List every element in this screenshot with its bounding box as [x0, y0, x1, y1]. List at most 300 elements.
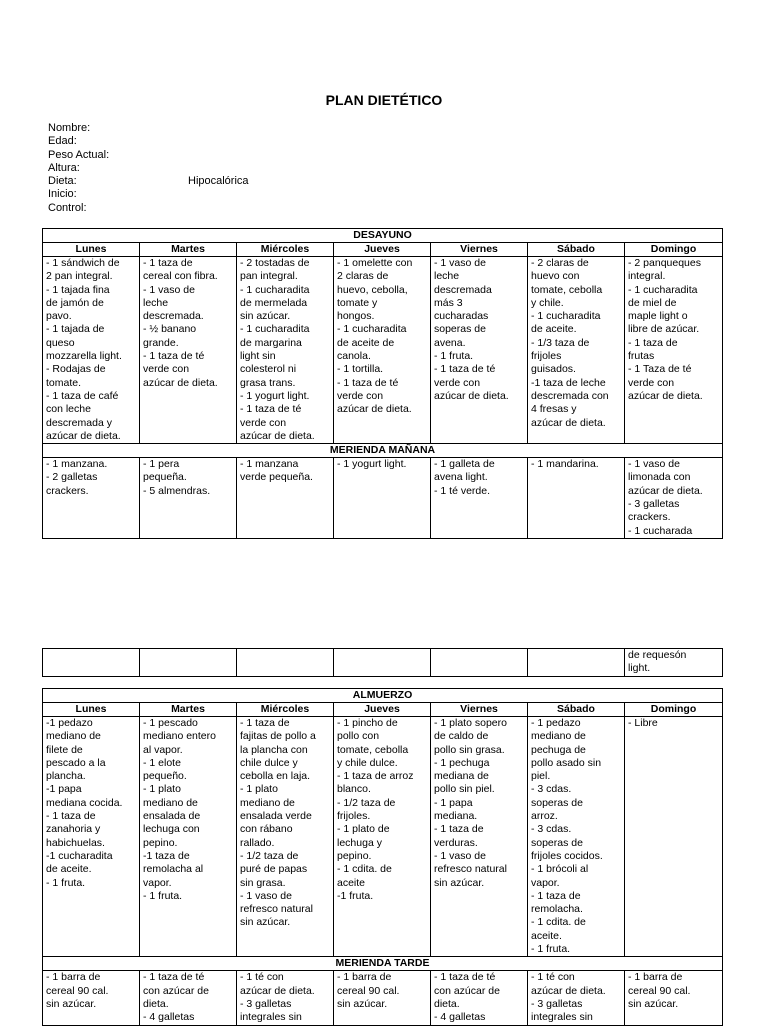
meal-line: filete de — [46, 743, 83, 756]
meal-cell-miercoles — [237, 257, 334, 444]
meal-line: colesterol ni — [240, 363, 297, 376]
meal-line: - 2 claras de — [531, 257, 589, 269]
meal-line: soperas de — [434, 323, 486, 336]
meal-cell-miercoles — [237, 458, 334, 539]
meal-line: la plancha con — [240, 743, 308, 756]
day-header-sabado: Sábado — [528, 703, 625, 717]
meal-line: - 1 taza de té — [240, 403, 302, 416]
meal-line: - 1 taza de — [143, 257, 193, 269]
meal-line: azúcar de dieta. — [337, 403, 412, 416]
meal-line: - 1 barra de — [337, 971, 392, 984]
day-header-sabado: Sábado — [528, 243, 625, 257]
meal-line: de caldo de — [434, 730, 489, 743]
section-title-merienda-tarde: MERIENDA TARDE — [43, 957, 723, 971]
meal-cell-lunes — [43, 458, 140, 539]
meal-line: - 1 tajada de — [46, 323, 105, 336]
meal-line: -1 pedazo — [46, 717, 93, 729]
meal-line: grande. — [143, 336, 179, 349]
meal-line: - 1 Taza de té — [628, 363, 692, 376]
meal-line: azúcar de dieta. — [240, 984, 315, 997]
meal-line: verde con — [434, 376, 481, 389]
meal-line: - 1 plato de — [337, 823, 390, 836]
meal-cell-jueves — [334, 458, 431, 539]
meal-line: sin azúcar. — [46, 997, 97, 1010]
meal-line: - 3 cdas. — [531, 823, 572, 836]
meal-cell-lunes — [43, 649, 140, 677]
meal-cell-sabado — [528, 458, 625, 539]
meal-line: huevo, cebolla, — [337, 283, 408, 296]
meal-line: - 1 taza de arroz — [337, 770, 414, 783]
meal-cell-sabado — [528, 717, 625, 957]
field-dieta — [48, 175, 249, 188]
meal-cell-domingo — [625, 257, 723, 444]
meal-line: - 1 taza de — [46, 810, 96, 823]
field-nombre — [48, 122, 109, 135]
meal-line: plancha. — [46, 770, 86, 783]
meal-line: - 1 plato — [143, 783, 181, 796]
meal-line: - 1 cdita. de — [337, 863, 392, 876]
meal-line: - 1 vaso de — [434, 849, 486, 862]
meal-line: - 1 té con — [531, 971, 575, 984]
meal-line: más 3 — [434, 296, 463, 309]
meal-cell-viernes — [431, 257, 528, 444]
meal-line: mediano entero — [143, 730, 216, 743]
meal-line: - 3 cdas. — [531, 783, 572, 796]
meal-cell-miercoles — [237, 649, 334, 677]
meal-plan-table-page1 — [42, 228, 723, 539]
field-label: Inicio: — [48, 188, 77, 201]
meal-line: mozzarella light. — [46, 350, 122, 363]
meal-line: azúcar de dieta. — [628, 484, 703, 497]
meal-line: pollo con — [337, 730, 380, 743]
meal-line: de mermelada — [240, 296, 308, 309]
meal-line: - 1 taza de — [240, 717, 290, 729]
meal-line: sin azúcar. — [240, 916, 291, 929]
meal-row — [43, 717, 723, 957]
meal-line: cereal 90 cal. — [337, 984, 400, 997]
section-title-almuerzo: ALMUERZO — [43, 689, 723, 703]
meal-cell-jueves — [334, 717, 431, 957]
meal-line: azúcar de dieta. — [531, 416, 606, 429]
meal-cell-jueves — [334, 649, 431, 677]
meal-line: limonada con — [628, 471, 691, 484]
meal-line: soperas de — [531, 796, 583, 809]
meal-line: -1 taza de — [143, 849, 190, 862]
meal-line: - 1 cucharadita — [531, 310, 601, 323]
meal-row — [43, 649, 723, 677]
field-value: Hipocalórica — [188, 175, 249, 188]
meal-line: 4 fresas y — [531, 403, 577, 416]
meal-line: blanco. — [337, 783, 371, 796]
meal-line: al vapor. — [143, 743, 183, 756]
meal-line: aceite. — [531, 929, 562, 942]
meal-line: arroz. — [531, 810, 558, 823]
meal-cell-martes — [140, 257, 237, 444]
meal-line: light. — [628, 662, 651, 675]
meal-line: con azúcar de — [434, 984, 500, 997]
meal-line: - Libre — [628, 717, 658, 729]
meal-cell-lunes — [43, 257, 140, 444]
meal-line: pollo sin grasa. — [434, 743, 505, 756]
field-label: Dieta: — [48, 175, 77, 188]
meal-line: frijoles. — [337, 810, 371, 823]
meal-line: sin azúcar. — [337, 997, 388, 1010]
day-header-lunes: Lunes — [43, 243, 140, 257]
field-inicio — [48, 188, 109, 201]
meal-line: vapor. — [531, 876, 560, 889]
meal-line: pan integral. — [240, 270, 298, 283]
meal-line: sin grasa. — [240, 876, 286, 889]
meal-line: - 1 vaso de — [628, 458, 680, 471]
meal-line: - 1 vaso de — [434, 257, 486, 269]
meal-row — [43, 257, 723, 444]
meal-line: azúcar de dieta. — [46, 429, 121, 442]
meal-line: light sin — [240, 350, 276, 363]
meal-line: -1 fruta. — [337, 889, 374, 902]
meal-line: - 1 brócoli al — [531, 863, 589, 876]
day-header-row — [43, 243, 723, 257]
meal-cell-viernes — [431, 649, 528, 677]
meal-cell-domingo — [625, 458, 723, 539]
meal-line: - 3 galletas — [240, 997, 292, 1010]
meal-cell-miercoles — [237, 717, 334, 957]
meal-line: sin azúcar. — [434, 876, 485, 889]
meal-line: - 3 galletas — [628, 498, 680, 511]
meal-line: pollo sin piel. — [434, 783, 495, 796]
day-header-jueves: Jueves — [334, 243, 431, 257]
meal-line: sin azúcar. — [628, 997, 679, 1010]
meal-line: - 1 cdita. de — [531, 916, 586, 929]
meal-line: - 1 cucharadita — [337, 323, 407, 336]
meal-cell-viernes — [431, 717, 528, 957]
meal-line: mediana. — [434, 810, 478, 823]
day-header-lunes: Lunes — [43, 703, 140, 717]
meal-line: - 1 taza de té — [434, 363, 496, 376]
meal-line: - 1 taza de café — [46, 389, 119, 402]
field-label: Nombre: — [48, 122, 91, 134]
meal-cell-domingo — [625, 649, 723, 677]
meal-line: - 1 pera — [143, 458, 180, 471]
meal-line: - 1 cucharadita — [628, 283, 698, 296]
meal-line: leche — [434, 270, 460, 283]
meal-line: maple light o — [628, 310, 688, 323]
meal-line: frijoles cocidos. — [531, 849, 603, 862]
meal-line: con azúcar de — [143, 984, 209, 997]
day-header-miercoles: Miércoles — [237, 243, 334, 257]
meal-line: azúcar de dieta. — [434, 389, 509, 402]
section-header-row — [43, 957, 723, 971]
meal-line: tomate, cebolla — [531, 283, 603, 296]
meal-cell-jueves — [334, 971, 431, 1025]
day-header-row — [43, 703, 723, 717]
meal-line: dieta. — [434, 997, 460, 1010]
meal-line: - 1 fruta. — [531, 943, 571, 956]
meal-line: - 4 galletas — [143, 1011, 195, 1024]
meal-line: cereal 90 cal. — [46, 984, 109, 997]
meal-line: de aceite de — [337, 336, 395, 349]
field-label: Edad: — [48, 135, 77, 148]
meal-line: puré de papas — [240, 863, 308, 876]
meal-line: de miel de — [628, 296, 677, 309]
meal-line: mediano de — [143, 796, 198, 809]
field-label: Peso Actual: — [48, 148, 110, 161]
page-title: PLAN DIETÉTICO — [325, 92, 443, 108]
meal-line: pepino. — [337, 849, 372, 862]
meal-line: mediana de — [434, 770, 489, 783]
meal-line: - 1 taza de — [434, 823, 484, 836]
day-header-miercoles: Miércoles — [237, 703, 334, 717]
section-header-row — [43, 229, 723, 243]
meal-line: cucharadas — [434, 310, 489, 323]
meal-line: - ½ banano — [143, 323, 197, 336]
meal-line: -1 papa — [46, 783, 82, 796]
meal-cell-martes — [140, 717, 237, 957]
meal-cell-sabado — [528, 649, 625, 677]
meal-cell-miercoles — [237, 971, 334, 1025]
meal-line: ensalada verde — [240, 810, 312, 823]
meal-line: 2 claras de — [337, 270, 389, 283]
meal-cell-sabado — [528, 257, 625, 444]
meal-line: - 1 té verde. — [434, 484, 491, 497]
meal-line: - 1 cucharadita — [240, 323, 310, 336]
day-header-domingo: Domingo — [625, 703, 723, 717]
meal-line: 2 pan integral. — [46, 270, 113, 283]
field-edad — [48, 135, 109, 148]
day-header-viernes: Viernes — [431, 243, 528, 257]
meal-line: cereal con fibra. — [143, 270, 218, 283]
meal-line: con rábano — [240, 823, 293, 836]
meal-line: - 1 sándwich de — [46, 257, 120, 269]
meal-line: cereal 90 cal. — [628, 984, 691, 997]
meal-line: - 1 galleta de — [434, 458, 495, 471]
day-header-viernes: Viernes — [431, 703, 528, 717]
patient-info — [48, 122, 249, 215]
meal-line: - 1 pescado — [143, 717, 198, 729]
section-title-desayuno: DESAYUNO — [43, 229, 723, 243]
meal-line: - 2 galletas — [46, 471, 98, 484]
meal-line: - 5 almendras. — [143, 484, 211, 497]
meal-row — [43, 458, 723, 539]
meal-line: - 1 taza de té — [434, 971, 496, 984]
meal-line: - 1 vaso de — [240, 889, 292, 902]
section-header-row — [43, 444, 723, 458]
meal-cell-sabado — [528, 971, 625, 1025]
meal-line: mediano de — [240, 796, 295, 809]
meal-line: - 1 fruta. — [434, 350, 474, 363]
meal-line: frijoles — [531, 350, 562, 363]
meal-line: lechuga con — [143, 823, 200, 836]
meal-line: queso — [46, 336, 75, 349]
meal-line: - 1/3 taza de — [531, 336, 590, 349]
meal-line: - 1 yogurt light. — [240, 389, 310, 402]
meal-line: lechuga y — [337, 836, 382, 849]
meal-line: pepino. — [143, 836, 178, 849]
meal-line: leche — [143, 296, 169, 309]
meal-line: descremada. — [143, 310, 204, 323]
meal-line: ensalada de — [143, 810, 201, 823]
meal-line: de jamón de — [46, 296, 104, 309]
meal-line: tomate. — [46, 376, 82, 389]
meal-line: vapor. — [143, 876, 172, 889]
meal-line: crackers. — [628, 511, 671, 524]
meal-line: - 1 taza de té — [337, 376, 399, 389]
meal-line: - 1 pechuga — [434, 756, 490, 769]
meal-line: - 1 plato sopero — [434, 717, 507, 729]
meal-line: - 3 galletas — [531, 997, 583, 1010]
meal-line: pescado a la — [46, 756, 106, 769]
meal-line: verde con — [143, 363, 190, 376]
meal-plan-table-page2 — [42, 688, 723, 1026]
meal-line: pollo asado sin — [531, 756, 602, 769]
meal-line: azúcar de dieta. — [143, 376, 218, 389]
meal-line: cebolla en laja. — [240, 770, 311, 783]
meal-line: - 1 omelette con — [337, 257, 413, 269]
day-header-jueves: Jueves — [334, 703, 431, 717]
meal-line: - 1 mandarina. — [531, 458, 599, 471]
meal-line: verde con — [337, 389, 384, 402]
meal-line: mediano de — [531, 730, 586, 743]
meal-cell-lunes — [43, 717, 140, 957]
meal-line: - 1 té con — [240, 971, 284, 984]
meal-line: con leche — [46, 403, 91, 416]
meal-line: - 1 vaso de — [143, 283, 195, 296]
meal-cell-domingo — [625, 971, 723, 1025]
meal-cell-martes — [140, 971, 237, 1025]
meal-line: - 1 taza de té — [143, 350, 205, 363]
meal-line: piel. — [531, 770, 551, 783]
day-header-martes: Martes — [140, 243, 237, 257]
meal-line: - 1 plato — [240, 783, 278, 796]
meal-line: - 1 barra de — [46, 971, 101, 984]
meal-line: guisados. — [531, 363, 576, 376]
meal-line: - Rodajas de — [46, 363, 106, 376]
field-altura — [48, 162, 109, 175]
meal-line: refresco natural — [434, 863, 507, 876]
meal-line: verde pequeña. — [240, 471, 313, 484]
meal-line: rallado. — [240, 836, 275, 849]
field-control — [48, 202, 109, 215]
meal-line: soperas de — [531, 836, 583, 849]
meal-line: - 4 galletas — [434, 1011, 486, 1024]
meal-line: tomate y — [337, 296, 378, 309]
meal-line: crackers. — [46, 484, 89, 497]
meal-line: verde con — [628, 376, 675, 389]
meal-line: canola. — [337, 350, 371, 363]
meal-line: descremada — [434, 283, 492, 296]
meal-line: huevo con — [531, 270, 580, 283]
meal-line: y chile. — [531, 296, 564, 309]
meal-line: libre de azúcar. — [628, 323, 700, 336]
section-header-row — [43, 689, 723, 703]
meal-line: -1 taza de leche — [531, 376, 606, 389]
meal-line: - 1 cucharada — [628, 524, 693, 537]
meal-line: - 1 elote — [143, 756, 181, 769]
meal-line: y chile dulce. — [337, 756, 398, 769]
meal-line: integrales sin — [240, 1011, 302, 1024]
meal-line: chile dulce y — [240, 756, 298, 769]
meal-cell-lunes — [43, 971, 140, 1025]
meal-line: refresco natural — [240, 903, 313, 916]
meal-line: azúcar de dieta. — [628, 389, 703, 402]
meal-line: - 2 tostadas de — [240, 257, 310, 269]
meal-line: hongos. — [337, 310, 375, 323]
day-header-martes: Martes — [140, 703, 237, 717]
meal-line: - 1 taza de — [628, 336, 678, 349]
meal-line: - 1/2 taza de — [337, 796, 396, 809]
meal-line: grasa trans. — [240, 376, 296, 389]
meal-line: -1 cucharadita — [46, 849, 113, 862]
meal-line: mediano de — [46, 730, 101, 743]
meal-line: - 1/2 taza de — [240, 849, 299, 862]
field-label: Control: — [48, 201, 87, 214]
meal-line: aceite — [337, 876, 366, 889]
meal-line: remolacha. — [531, 903, 583, 916]
meal-line: sin azúcar. — [240, 310, 291, 323]
meal-line: tomate, cebolla — [337, 743, 409, 756]
meal-line: - 1 pincho de — [337, 717, 398, 729]
meal-line: - 1 yogurt light. — [337, 458, 407, 471]
meal-row — [43, 971, 723, 1025]
meal-line: pavo. — [46, 310, 72, 323]
meal-line: verduras. — [434, 836, 478, 849]
meal-cell-viernes — [431, 458, 528, 539]
meal-line: avena. — [434, 336, 466, 349]
meal-line: descremada y — [46, 416, 112, 429]
meal-line: azúcar de dieta. — [531, 984, 606, 997]
meal-line: - 2 panqueques — [628, 257, 701, 269]
meal-line: - 1 tortilla. — [337, 363, 384, 376]
meal-line: pequeña. — [143, 471, 187, 484]
meal-line: - 1 manzana. — [46, 458, 108, 471]
meal-plan-continuation-table — [42, 648, 723, 677]
meal-cell-martes — [140, 649, 237, 677]
meal-line: azúcar de dieta. — [240, 429, 315, 442]
meal-line: verde con — [240, 416, 287, 429]
meal-line: integral. — [628, 270, 666, 283]
meal-line: de aceite. — [46, 863, 92, 876]
meal-line: frutas — [628, 350, 655, 363]
meal-line: de requesón — [628, 649, 687, 661]
meal-line: - 1 fruta. — [143, 889, 183, 902]
field-label: Altura: — [48, 161, 80, 174]
meal-line: fajitas de pollo a — [240, 730, 316, 743]
meal-line: - 1 taza de té — [143, 971, 205, 984]
meal-line: dieta. — [143, 997, 169, 1010]
meal-line: pechuga de — [531, 743, 586, 756]
meal-cell-martes — [140, 458, 237, 539]
meal-line: mediana cocida. — [46, 796, 123, 809]
meal-line: descremada con — [531, 389, 609, 402]
meal-line: - 1 cucharadita — [240, 283, 310, 296]
meal-line: - 1 fruta. — [46, 876, 86, 889]
meal-line: remolacha al — [143, 863, 204, 876]
meal-line: - 1 papa — [434, 796, 473, 809]
section-title-merienda-manana: MERIENDA MAÑANA — [43, 444, 723, 458]
meal-line: - 1 barra de — [628, 971, 683, 984]
meal-line: de margarina — [240, 336, 302, 349]
meal-line: zanahoria y — [46, 823, 101, 836]
meal-line: - 1 pedazo — [531, 717, 581, 729]
field-peso — [48, 149, 109, 162]
meal-line: pequeño. — [143, 770, 187, 783]
meal-line: - 1 manzana — [240, 458, 299, 471]
day-header-domingo: Domingo — [625, 243, 723, 257]
meal-line: integrales sin — [531, 1011, 593, 1024]
meal-cell-viernes — [431, 971, 528, 1025]
meal-line: habichuelas. — [46, 836, 105, 849]
meal-line: - 1 tajada fina — [46, 283, 110, 296]
meal-line: - 1 taza de — [531, 889, 581, 902]
